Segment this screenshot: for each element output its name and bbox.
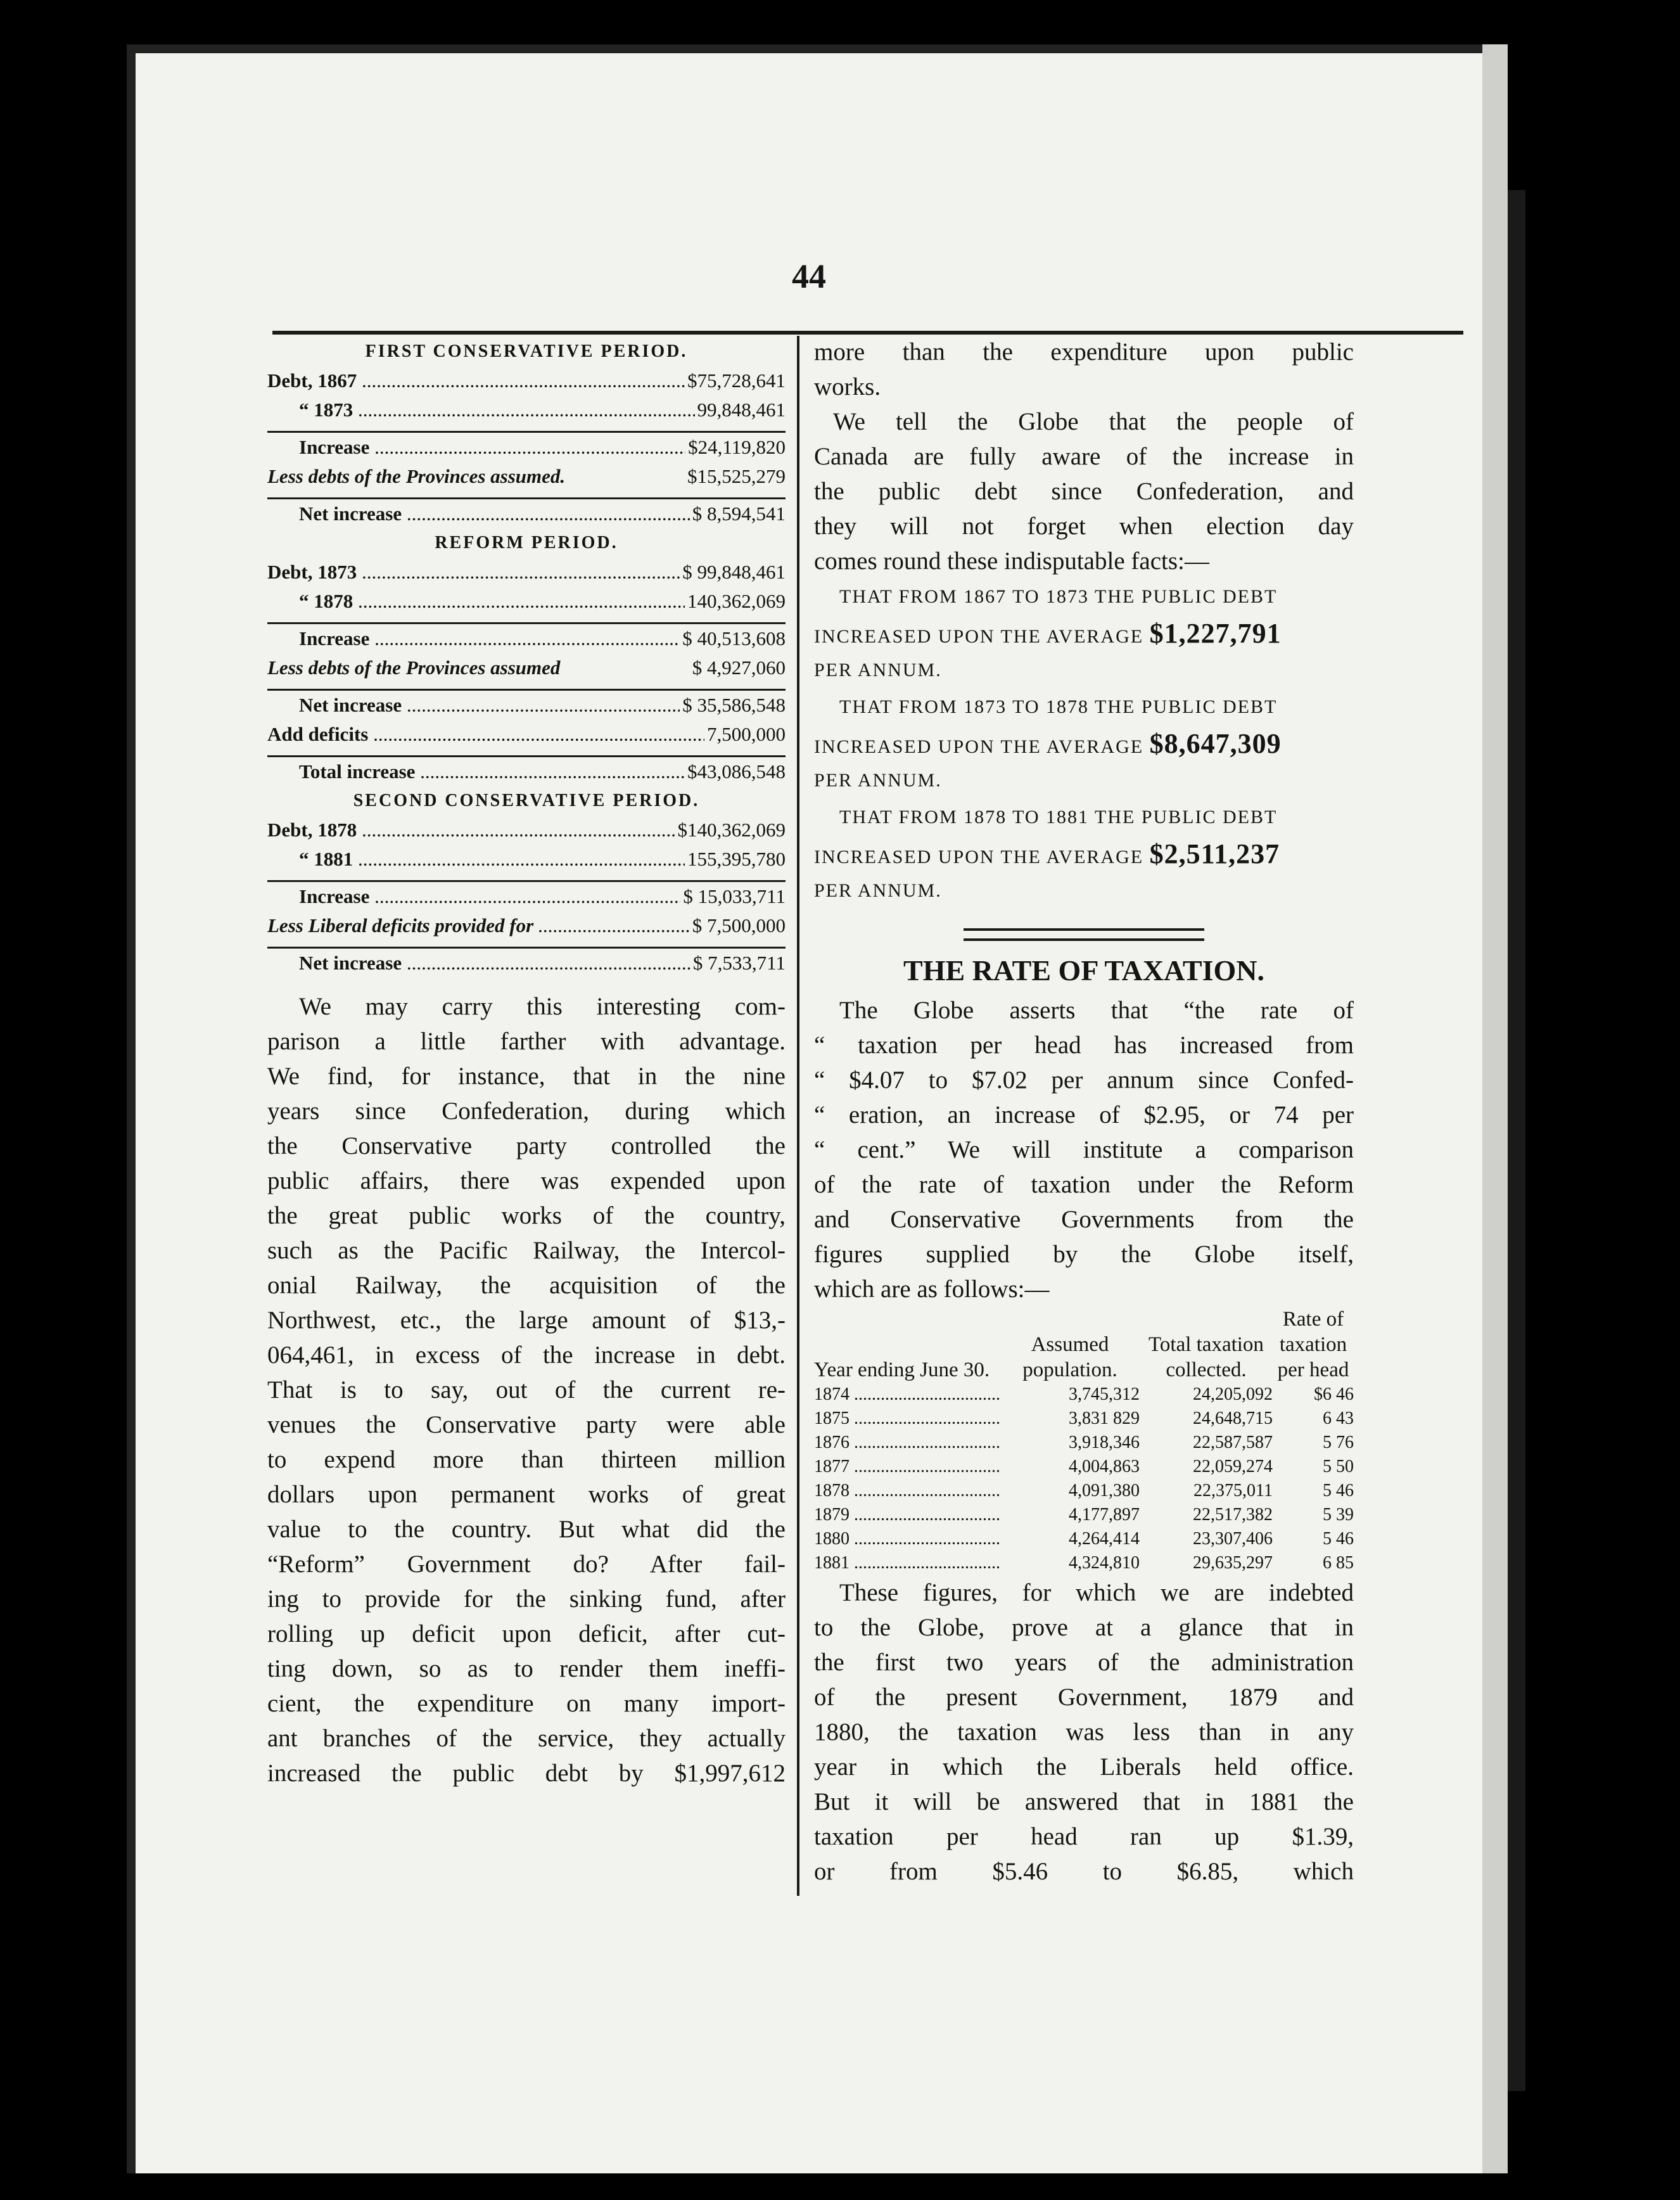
column-divider: [797, 336, 799, 1896]
debt-fact: THAT FROM 1867 TO 1873 THE PUBLIC DEBT INCREASED UPON THE AVERAGE $1,227,791 PER ANNUM.: [814, 586, 1282, 681]
body-paragraph: These figures, for which we are indebted to the Globe, prove at a glance that in the first two years of the administration of the present Government, 1879 and 1880, the taxation was less than in any year in which the Liberals held office. But it will be answered that in 1881 the taxation per head ran up $1.39, or from $5.46 to $6.85, which: [814, 1579, 1354, 1885]
increase-row: Increase ..... $ 40,513,608: [267, 622, 786, 653]
deduction-row: Less debts of the Provinces assumed $ 4,927,060: [267, 656, 786, 679]
debt-row: Debt, 1878 ..... $140,362,069: [267, 815, 786, 845]
table-row: 1878 ..... 4,091,380 22,375,011 5 46: [814, 1479, 1354, 1503]
table-row: 1881 ..... 4,324,810 29,635,297 6 85: [814, 1551, 1354, 1575]
total-increase-row: Total increase ..... $43,086,548: [267, 755, 786, 786]
net-increase-row: Net increase ..... $ 8,594,541: [267, 497, 786, 528]
debt-row: Debt, 1873 ..... $ 99,848,461: [267, 558, 786, 587]
debt-row: “ 1881 ..... 155,395,780: [267, 845, 786, 874]
section-title: THE RATE OF TAXATION.: [903, 954, 1264, 987]
average-amount: $1,227,791: [1149, 618, 1282, 649]
section-heading: SECOND CONSERVATIVE PERIOD.: [353, 791, 700, 810]
debt-row: “ 1878 ..... 140,362,069: [267, 587, 786, 616]
table-row: 1877 ..... 4,004,863 22,059,274 5 50: [814, 1455, 1354, 1479]
debt-fact: THAT FROM 1878 TO 1881 THE PUBLIC DEBT INCREASED UPON THE AVERAGE $2,511,237 PER ANNUM.: [814, 807, 1280, 901]
right-column: [814, 337, 1354, 1889]
increase-row: Increase ..... $ 15,033,711: [267, 880, 786, 911]
taxation-table: [814, 1307, 1354, 1575]
body-paragraph: more than the expenditure upon public works. We tell the Globe that the people of Canada are fully aware of the increase in the public debt since Confederation, and they will not forget when election day comes round these indisputable facts:—: [814, 338, 1354, 575]
debt-row: Debt, 1867 ..... $75,728,641: [267, 366, 786, 395]
binding-shadow: [1508, 190, 1525, 2091]
deduction-row: Less debts of the Provinces assumed. $15,525,279: [267, 465, 786, 487]
debt-row: “ 1873 ..... 99,848,461: [267, 395, 786, 425]
deficits-row: Add deficits ..... 7,500,000: [267, 720, 786, 749]
document-page: [127, 44, 1482, 2173]
deduction-row: Less Liberal deficits provided for ..... $ 7,500,000: [267, 911, 786, 940]
table-row: 1880 ..... 4,264,414 23,307,406 5 46: [814, 1527, 1354, 1551]
average-amount: $2,511,237: [1149, 838, 1280, 869]
page-number: 44: [792, 257, 826, 295]
section-heading: REFORM PERIOD.: [435, 533, 618, 553]
ornamental-rule: [964, 928, 1204, 941]
scan-edge: [127, 44, 1482, 53]
col-rate-header: Rate of taxation per head: [1277, 1308, 1349, 1381]
col-taxation-header: Total taxation collected.: [1149, 1333, 1264, 1381]
table-header-row: [814, 1307, 1354, 1383]
net-increase-row: Net increase ..... $ 35,586,548: [267, 689, 786, 720]
left-column: [267, 337, 786, 1791]
average-amount: $8,647,309: [1149, 728, 1282, 759]
section-heading: FIRST CONSERVATIVE PERIOD.: [365, 342, 688, 361]
col-year-header: Year ending June 30.: [814, 1359, 990, 1381]
table-row: 1879 ..... 4,177,897 22,517,382 5 39: [814, 1503, 1354, 1527]
table-row: 1876 ..... 3,918,346 22,587,587 5 76: [814, 1431, 1354, 1455]
adjacent-page-edge: [1482, 44, 1508, 2173]
col-population-header: Assumed population.: [1022, 1333, 1117, 1381]
body-paragraph: The Globe asserts that “the rate of “ taxation per head has increased from “ $4.07 to $7.02 per annum since Confed- “ eration, an increase of $2.95, or 74 per “ cent.” We will institute a comparison of the rate of taxation under the Reform and Conservative Governments from the figures supplied by the Globe itself, which are as follows:—: [814, 997, 1354, 1303]
debt-fact: THAT FROM 1873 TO 1878 THE PUBLIC DEBT INCREASED UPON THE AVERAGE $8,647,309 PER ANNUM.: [814, 696, 1282, 791]
body-paragraph: We may carry this interesting com- parison a little farther with advantage. We find, for instance, that in the nine years since Confederation, during which the Conservative party controlled the public affairs, there was expended upon the great public works of the country, such as the Pacific Railway, the Intercol- onial Railway, the acquisition of the Northwest, etc., the large amount of $13,- 064,461, in excess of the increase in debt. That is to say, out of the current re- venues the Conservative party were able to expend more than thirteen million dollars upon permanent works of great value to the country. But what did the “Reform” Government do? After fail- ing to provide for the sinking fund, after rolling up deficit upon deficit, after cut- ting down, so as to render them ineffi- cient, the expenditure on many import- ant branches of the service, they actually increased the public debt by $1,997,612: [267, 993, 786, 1787]
table-row: 1874 ..... 3,745,312 24,205,092 $6 46: [814, 1383, 1354, 1407]
scan-edge: [127, 44, 136, 2173]
table-row: 1875 ..... 3,831 829 24,648,715 6 43: [814, 1407, 1354, 1431]
increase-row: Increase ..... $24,119,820: [267, 431, 786, 462]
net-increase-row: Net increase ..... $ 7,533,711: [267, 947, 786, 978]
